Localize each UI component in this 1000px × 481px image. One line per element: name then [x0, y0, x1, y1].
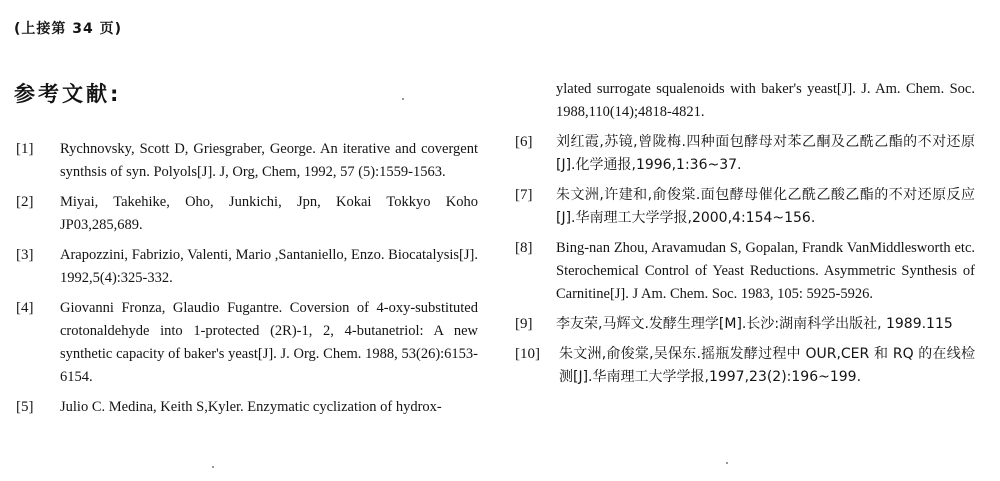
continued-from-page-note: (上接第 34 页): [14, 21, 123, 37]
reference-text: Julio C. Medina, Keith S,Kyler. Enzymatic cyclization of hydrox-: [60, 399, 442, 415]
reference-text: 朱文洲,许建和,俞俊棠.面包酵母催化乙酰乙酸乙酯的不对还原反应[J].华南理工大学学报,2000,4:154~156.: [556, 187, 975, 226]
reference-number: [8]: [515, 240, 533, 256]
reference-text: Arapozzini, Fabrizio, Valenti, Mario ,Santaniello, Enzo. Biocatalysis[J]. 1992,5(4):325-332.: [60, 247, 478, 286]
reference-number: [6]: [515, 134, 533, 150]
reference-item: [515, 343, 975, 389]
reference-text: Bing-nan Zhou, Aravamudan S, Gopalan, Frandk VanMiddlesworth etc. Sterochemical Control of Yeast Reductions. Asymmetric Synthesis of Carnitine[J]. J Am. Chem. Soc. 1983, 105: 5925-5926.: [556, 240, 975, 302]
reference-number: [1]: [16, 141, 34, 157]
reference-item: [515, 184, 975, 230]
reference-number: [7]: [515, 187, 533, 203]
reference-item: [515, 237, 975, 306]
reference-item: [16, 297, 478, 389]
reference-number: [5]: [16, 399, 34, 415]
reference-item: [16, 191, 478, 237]
reference-item: [515, 131, 975, 177]
reference-text: 李友荣,马辉文.发酵生理学[M].长沙:湖南科学出版社, 1989.115: [556, 316, 953, 332]
reference-text: Miyai, Takehike, Oho, Junkichi, Jpn, Kokai Tokkyo Koho JP03,285,689.: [60, 194, 478, 233]
reference-continuation: [515, 78, 975, 124]
scan-speck: [726, 462, 728, 464]
scan-speck: [402, 98, 404, 100]
references-right-column: [515, 78, 975, 396]
reference-item: [16, 138, 478, 184]
reference-number: [3]: [16, 247, 34, 263]
reference-text: ylated surrogate squalenoids with baker's yeast[J]. J. Am. Chem. Soc. 1988,110(14);4818-4821.: [556, 81, 975, 120]
reference-text: 刘红霞,苏镜,曾陇梅.四种面包酵母对苯乙酮及乙酰乙酯的不对还原[J].化学通报,1996,1:36~37.: [556, 134, 975, 173]
references-heading: 参考文献:: [14, 82, 122, 106]
reference-number: [10]: [515, 346, 540, 362]
reference-text: Giovanni Fronza, Glaudio Fugantre. Coversion of 4-oxy-substituted crotonaldehyde into 1-protected (2R)-1, 2, 4-butanetriol: A new synthetic capacity of baker's yeast[J]. J. Org. Chem. 1988, 53(26):6153-6154.: [60, 300, 478, 385]
references-left-column: [16, 138, 478, 426]
reference-text: 朱文洲,俞俊棠,吴保东.摇瓶发酵过程中 OUR,CER 和 RQ 的在线检测[J].华南理工大学学报,1997,23(2):196~199.: [559, 346, 975, 385]
reference-number: [9]: [515, 316, 533, 332]
reference-text: Rychnovsky, Scott D, Griesgraber, George. An iterative and covergent synthsis of syn. Polyols[J]. J, Org, Chem, 1992, 57 (5):1559-1563.: [60, 141, 478, 180]
reference-item: [16, 396, 478, 419]
reference-number: [2]: [16, 194, 34, 210]
reference-number: [4]: [16, 300, 34, 316]
reference-item: [515, 313, 975, 336]
scan-speck: [212, 466, 214, 468]
reference-item: [16, 244, 478, 290]
